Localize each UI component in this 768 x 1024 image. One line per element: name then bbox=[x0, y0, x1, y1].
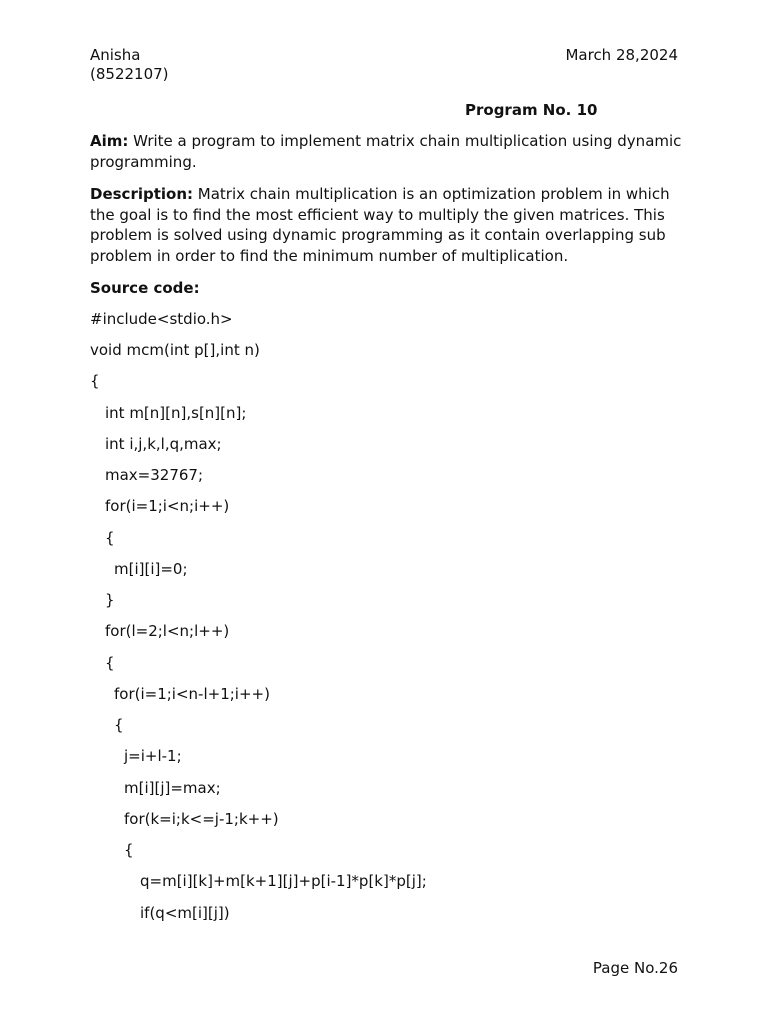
aim-paragraph bbox=[90, 131, 682, 172]
code-line: { bbox=[105, 529, 115, 547]
description-label: Description: bbox=[90, 185, 194, 203]
code-line: for(k=i;k<=j-1;k++) bbox=[124, 810, 279, 828]
code-line: m[i][j]=max; bbox=[124, 779, 221, 797]
code-line: #include<stdio.h> bbox=[90, 310, 233, 328]
author-id: (8522107) bbox=[90, 65, 169, 83]
code-line: } bbox=[105, 591, 115, 609]
document-date: March 28,2024 bbox=[565, 46, 678, 64]
code-line: for(i=1;i<n;i++) bbox=[105, 497, 230, 515]
code-line: int m[n][n],s[n][n]; bbox=[105, 404, 247, 422]
code-line: { bbox=[124, 841, 134, 859]
code-line: if(q<m[i][j]) bbox=[140, 904, 230, 922]
code-line: for(l=2;l<n;l++) bbox=[105, 622, 230, 640]
code-line: j=i+l-1; bbox=[124, 747, 182, 765]
code-line: int i,j,k,l,q,max; bbox=[105, 435, 222, 453]
aim-label: Aim: bbox=[90, 132, 129, 150]
aim-text: Write a program to implement matrix chain multiplication using dynamic programming. bbox=[90, 132, 682, 171]
program-title: Program No. 10 bbox=[465, 101, 598, 119]
code-line: m[i][i]=0; bbox=[114, 560, 188, 578]
author-name: Anisha bbox=[90, 46, 141, 64]
code-line: for(i=1;i<n-l+1;i++) bbox=[114, 685, 270, 703]
code-line: { bbox=[90, 372, 100, 390]
page-number: Page No.26 bbox=[592, 959, 678, 977]
description-paragraph bbox=[90, 184, 682, 266]
code-line: { bbox=[105, 654, 115, 672]
code-line: { bbox=[114, 716, 124, 734]
code-line: max=32767; bbox=[105, 466, 204, 484]
description-text: Matrix chain multiplication is an optimization problem in which the goal is to find the most efficient way to multiply the given matrices. This problem is solved using dynamic programming as it contain overlapping sub problem in order to find the minimum number of multiplication. bbox=[90, 185, 670, 265]
source-code-label: Source code: bbox=[90, 279, 200, 297]
code-line: void mcm(int p[],int n) bbox=[90, 341, 260, 359]
code-line: q=m[i][k]+m[k+1][j]+p[i-1]*p[k]*p[j]; bbox=[140, 872, 427, 890]
